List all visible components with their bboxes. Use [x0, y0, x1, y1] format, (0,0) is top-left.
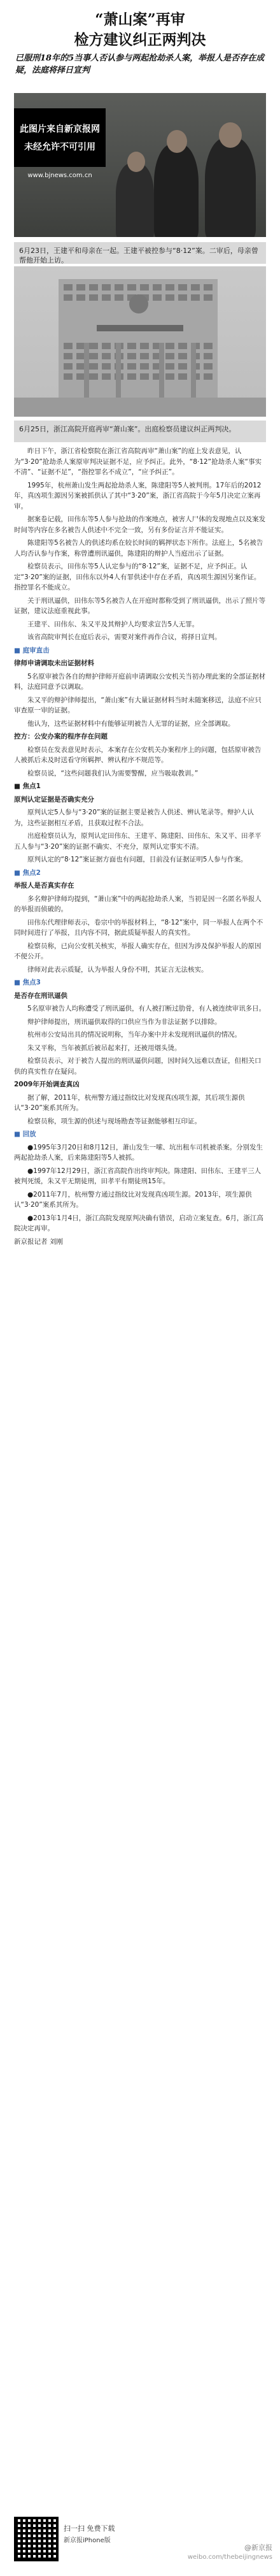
article-paragraph: 辩护律师提出，刑讯逼供取得的口供应当作为非法证据予以排除。 [27, 1018, 221, 1026]
subheadline: 已服刑18年的5当事人否认参与两起抢劫杀人案，举报人是否存在成疑，法庭将择日宣判 [15, 54, 265, 75]
article-paragraph: 律师对此表示质疑，认为举报人身份不明，其证言无法核实。 [27, 965, 208, 974]
article-paragraph: 原判认定5人参与“3·20”案的证据主要是被告人供述、辨认笔录等。辩护人认为，这些证据相互矛盾，且获取过程不合法。 [14, 809, 254, 827]
article-paragraph: ●1995年3月20日和8月12日，萧山发生一嗦、坑出租车司机被杀案。分别发生两起抢劫杀人案，后来陈建阳等5人被抓。 [14, 1143, 263, 1162]
watermark-line2: 未经允许不可引用 [24, 142, 95, 152]
section-heading: ■ 庭审直击 [14, 646, 50, 654]
article-paragraph: 杭州市公安局出具的情况说明称，当年办案中并未发现刑讯逼供的情况。 [27, 1031, 241, 1039]
article-paragraph: 1995年，杭州萧山发生两起抢劫杀人案，陈建阳等5人被判刑。17年后的2012年，真凶项生源因另案被抓供认了其中“3·20”案，浙江省高院于今年5月决定立案再审。 [14, 481, 262, 510]
headline-line1: “萧山案”再审 [95, 11, 185, 28]
section-heading: ■ 回放 [14, 1130, 36, 1138]
watermark-url: www.bjnews.com.cn [27, 172, 92, 179]
article-paragraph: 田伟东代理律师表示，卷宗中的举报材料上，“8·12”案中，同一举报人在两个不同时间进行了举报，且内容不同，据此质疑举报人的真实性。 [14, 918, 263, 937]
article-paragraph: 王建平、田伟东、朱又平及其辩护人均要求宣告5人无罪。 [27, 620, 199, 628]
article-paragraph: 5名原审被告人均称遭受了刑讯逼供，有人被打断过肋骨，有人被连续审讯多日。 [27, 1005, 266, 1012]
article-paragraph: 检察员称，项生源的供述与现场勘查等证据能够相互印证。 [27, 1117, 201, 1125]
article-paragraph: 关于刑讯逼供，田伟东等5名被告人在开庭时都称受到了刑讯逼供，出示了照片等证据，建议法庭重视此事。 [14, 596, 266, 615]
watermark-line1: 此图片来自新京报网 [20, 124, 100, 134]
qr-title: 扫一扫 免费下载 [64, 2524, 115, 2533]
article-paragraph: 朱又平的辩护律师提出，“萧山案”有大量证据材料当时未随案移送，法庭不应只审查原一审的证据。 [14, 696, 262, 714]
article-paragraph: 该省高院审判长在庭后表示，需要对案件再作合议，将择日宣判。 [27, 633, 221, 641]
photo2-caption: 6月25日，浙江高院开庭再审“萧山案”。出庭检察员建议纠正两判决。 [14, 421, 266, 442]
article-paragraph: 出庭检察员认为，原判认定田伟东、王建平、陈建阳、田伟东、朱又平、田孝平五人参与“3·20”案的证据不确实、不充分，原判认定事实不清。 [14, 832, 262, 851]
article-paragraph: 检察员说，“这些问题我们认为需要警醒，应当吸取教训。” [27, 769, 199, 777]
photo-subjects [109, 119, 266, 237]
qr-subtitle: 新京报iPhone版 [64, 2537, 111, 2544]
subheading: ■ 焦点1 [14, 782, 41, 790]
article-paragraph: ●2011年7月，杭州警方通过指纹比对发现真凶项生源。2013年，项生源供认“3·20”案系其所为。 [14, 1190, 252, 1209]
qr-code-icon[interactable] [14, 2517, 59, 2561]
weibo-url: weibo.com/thebeijingnews [187, 2554, 272, 2561]
article-paragraph: ●2013年1月4日，浙江高院发现原判决确有错误，启动立案复查。6月，浙江高院决定再审。 [14, 1214, 263, 1232]
article-paragraph: 5名原审被告各自的辩护律师开庭前申请调取公安机关当初办理此案的全部证据材料，法庭同意予以调取。 [14, 672, 266, 691]
article-paragraph: 检察员称，已向公安机关核实，举报人确实存在，但因为涉及保护举报人的原因不便公开。 [14, 942, 262, 960]
article-paragraph: 他认为，这些证据材料中有能够证明被告人无罪的证据，应全部调取。 [27, 719, 235, 728]
subheading: 控方：公安办案的程序存在问题 [14, 733, 108, 740]
subheading: 2009年开始调查真凶 [14, 1081, 80, 1088]
article-paragraph: 昨日下午，浙江省检察院在浙江省高院再审“萧山案”的庭上发表意见，认为“3·20”抢劫杀人案原审判决证据不足，应予纠正。此外，“8·12”抢劫杀人案“事实不清”、“证据不足”，“指控罪名不成立”，“应予纠正”。 [14, 447, 262, 476]
article-paragraph: 新京报记者 刘刚 [14, 1237, 63, 1246]
subheading: 举报人是否真实存在 [14, 882, 74, 889]
article-paragraph: 朱又平称，当年被抓后被吊起来打，还被用烟头烫。 [27, 1044, 181, 1052]
article-paragraph: 检察员在发表意见时表示，本案存在公安机关办案程序上的问题，包括原审被告人被抓后未及时送看守所羁押、辨认程序不规范等。 [14, 745, 262, 764]
subheading: 原判认定证据是否确实充分 [14, 795, 94, 803]
weibo-watermark: @新京报 [244, 2544, 272, 2552]
section-heading: ■ 焦点3 [14, 979, 41, 986]
section-heading: ■ 焦点2 [14, 868, 41, 877]
subheading: 律师申请调取未出证据材料 [14, 659, 94, 667]
article-body [14, 446, 266, 1249]
article-paragraph: 检察员表示，田伟东等5人认定参与的“8·12”案，证据不足，应予纠正。认定“3·20”案的证据，田伟东以外4人有罪供述中存在矛盾，真凶项生源因另案作证。指控罪名不能成立。 [14, 563, 261, 591]
article-paragraph: ●1997年12月29日，浙江省高院作出终审判决。陈建阳、田伟东、王建平三人被判死缓，朱又平无期徒刑，田孝平有期徒刑15年。 [14, 1167, 262, 1185]
photo-mother-son [14, 93, 266, 237]
article-paragraph: 多名辩护律师均提到，“萧山案”中的两起抢劫杀人案，当初是因一名匿名举报人的举报而侦破的。 [14, 895, 262, 913]
photo1-caption: 6月23日，王建平和母亲在一起。王建平被控参与“8·12”案。二审后，母亲曾帮他开始上访。 [14, 242, 266, 264]
article-paragraph: 据案卷记载，田伟东等5人参与抢劫的作案地点，被害人尸体的发现地点以及案发时间等内容在多名被告人供述中不完全一致，另有多份证言并不能证实。 [14, 515, 266, 534]
watermark-box [14, 108, 106, 167]
article-paragraph: 原判认定的“8·12”案证据方面也有问题，目前没有证据证明5人参与作案。 [27, 856, 248, 863]
photo-courthouse [14, 266, 266, 417]
court-emblem-icon [129, 294, 148, 313]
article-paragraph: 检察员表示，对于被告人提出的刑讯逼供问题，因时间久远难以查证，但相关口供的真实性存在疑问。 [14, 1057, 262, 1076]
article-paragraph: 陈建阳等5名被告人的供述均系在较长时间的羁押状态下所作。法庭上，5名被告人均否认参与作案，称曾遭刑讯逼供，陈建阳的辩护人当庭出示了证据。 [14, 539, 263, 558]
subheading: 是否存在刑讯逼供 [14, 991, 67, 1000]
headline-line2: 检方建议纠正两判决 [74, 31, 206, 48]
article-paragraph: 据了解，2011年，杭州警方通过指纹比对发现真凶项生源，其后项生源供认“3·20”案系其所为。 [14, 1093, 245, 1112]
